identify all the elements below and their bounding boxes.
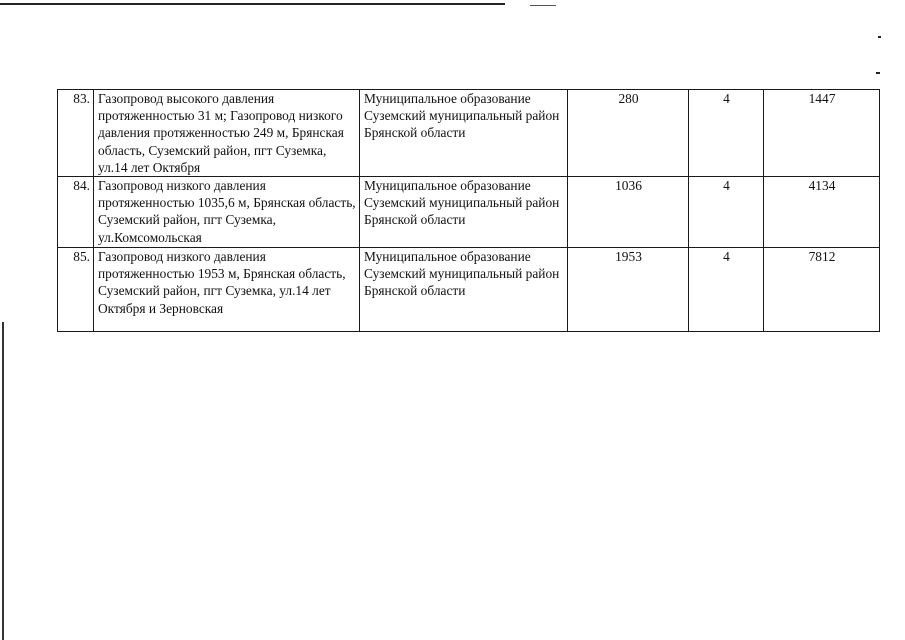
- owner-name: Муниципальное образование Суземский муниципальный район Брянской области: [364, 249, 560, 299]
- value2-cell: [689, 90, 764, 177]
- scan-edge-mark-top: [530, 5, 556, 6]
- object-description-cell: [94, 90, 360, 177]
- row-number-cell: [58, 90, 94, 177]
- value3-cell: [764, 177, 880, 248]
- value1-cell: [568, 177, 689, 248]
- cost-value: 7812: [808, 249, 836, 265]
- category-value: 4: [723, 91, 730, 106]
- row-number-cell: [58, 248, 94, 332]
- table-row: [58, 248, 880, 332]
- scan-edge-line-left: [2, 322, 4, 640]
- cost-value: 1447: [808, 91, 836, 106]
- value3-cell: [764, 248, 880, 332]
- scan-speck: [876, 72, 880, 74]
- value1-cell: [568, 90, 689, 177]
- owner-cell: [360, 248, 568, 332]
- object-description: Газопровод высокого давления протяженностью 31 м; Газопровод низкого давления протяженностью 249 м, Брянская область, Суземский район, пгт Суземка, ул.14 лет Октября: [98, 91, 344, 175]
- object-description-cell: [94, 177, 360, 248]
- length-value: 1953: [615, 249, 642, 265]
- category-value: 4: [723, 178, 730, 194]
- scan-edge-line-top: [0, 3, 505, 5]
- row-number: 85.: [73, 249, 90, 265]
- value3-cell: [764, 90, 880, 177]
- scan-speck: [878, 36, 881, 38]
- row-number-cell: [58, 177, 94, 248]
- value1-cell: [568, 248, 689, 332]
- registry-table: [57, 89, 880, 332]
- cost-value: 4134: [808, 178, 836, 194]
- object-description: Газопровод низкого давления протяженностью 1035,6 м, Брянская область, Суземский район, пгт Суземка, ул.Комсомольская: [98, 178, 356, 245]
- row-number: 83.: [73, 91, 90, 106]
- value2-cell: [689, 248, 764, 332]
- owner-name: Муниципальное образование Суземский муниципальный район Брянской области: [364, 178, 560, 228]
- category-value: 4: [723, 249, 730, 265]
- owner-name: Муниципальное образование Суземский муниципальный район Брянской области: [364, 91, 560, 141]
- object-description: Газопровод низкого давления протяженностью 1953 м, Брянская область, Суземский район, пгт Суземка, ул.14 лет Октября и Зерновская: [98, 249, 346, 316]
- value2-cell: [689, 177, 764, 248]
- length-value: 280: [618, 91, 639, 106]
- owner-cell: [360, 177, 568, 248]
- table-row: [58, 90, 880, 177]
- object-description-cell: [94, 248, 360, 332]
- table-row: [58, 177, 880, 248]
- row-number: 84.: [73, 178, 90, 194]
- length-value: 1036: [615, 178, 642, 194]
- owner-cell: [360, 90, 568, 177]
